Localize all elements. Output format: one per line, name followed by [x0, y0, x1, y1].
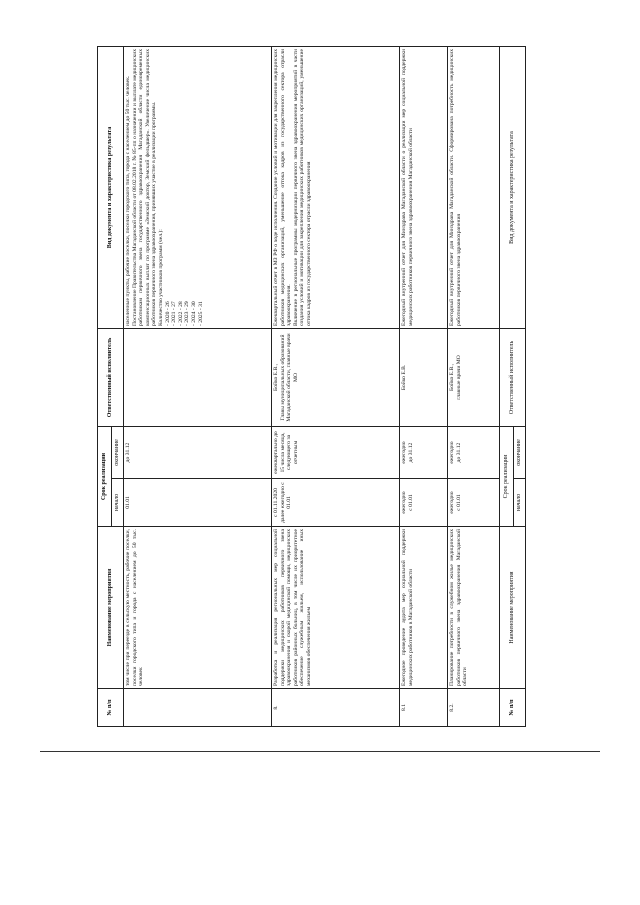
rotated-table-container	[97, 47, 557, 727]
footer-header-resp: Ответственный исполнитель	[500, 328, 526, 426]
row-num: 8.1	[400, 689, 448, 727]
header-start: начало	[112, 479, 124, 527]
row-result: Ежегодный внутренний отчет для Минздрава Магаданской области о реализации мер социальной поддержки медицинских работников первичного звена здравоохранения Магаданской области	[400, 46, 448, 328]
header-period: Срок реализации	[98, 426, 112, 526]
row-start: с 01.11.2020 далее ежегодно с 01.01	[272, 479, 400, 527]
row-result: населенные пункты, рабочие поселки, поселки городского типа, города с населением до 50 тыс. человек. Постановление Правительства Магаданской области от 08.02.2018 г. № 85-пп о назначении и выплате медицинских работникам первичного звена государственного здравоохранения Магаданской области единовременных компенсационных выплат по программе «Земский доктор, Земский фельдшер». Увеличение числа медицинских работников первичного звена здравоохранения, принявших участие в реализации программы. Количество участников программ (чел.): - 2020 - 26 - 2021 - 27 - 2022 - 28 - 2023 - 29 - 2024 - 30 - 2025 - 31	[124, 46, 272, 328]
footer-header-period: Срок реализации	[500, 426, 514, 526]
footer-header-end: окончание	[514, 426, 526, 478]
row-resp: Бойко Е.В., главные врачи МО	[448, 328, 500, 426]
footer-header-result: Вид документа и характеристика результата	[500, 46, 526, 328]
header-row	[98, 46, 112, 726]
row-name: Планирование потребности в служебном жилье медицинских работников первичного звена здравоохранения Магаданской области	[448, 527, 500, 689]
table-row	[124, 46, 272, 726]
row-num: 8.2.	[448, 689, 500, 727]
row-end: ежегодно до 31.12	[400, 426, 448, 478]
row-num	[124, 689, 272, 727]
row-end: ежегодно до 31.12	[448, 426, 500, 478]
header-resp: Ответственный исполнитель	[98, 328, 124, 426]
repeated-header-row	[500, 46, 514, 726]
row-result: Ежегодный внутренний отчет для Минздрава Магаданской области. Сформирована потребность медицинских работников первичного звена здравоохранения	[448, 46, 500, 328]
header-result: Вид документа и характеристика результата	[98, 46, 124, 328]
row-name: том числе при переезде в сельскую местность, рабочие поселки, поселки городского типа и города с населением до 50 тыс. человек	[124, 527, 272, 689]
row-start: ежегодно с 01.01	[400, 479, 448, 527]
row-resp	[124, 328, 272, 426]
row-start: 01.01	[124, 479, 272, 527]
table-row	[448, 46, 500, 726]
row-num: 8.	[272, 689, 400, 727]
row-resp: Бойко Е.В., Главы муниципальных образований Магаданской области, главные врачи МО	[272, 328, 400, 426]
table-row	[272, 46, 400, 726]
footer-header-num: № п/п	[500, 689, 526, 727]
row-name: Разработка и реализация региональных мер социальной поддержки медицинских работников первичного звена здравоохранения и скорой медицинской помощи, медицинских работников районных больниц, в том числе их приоритетное обеспечение служебным жильем, использование иных механизмов обеспечения жильем	[272, 527, 400, 689]
footer-header-name: Наименование мероприятия	[500, 527, 526, 689]
landscape-sheet	[97, 47, 557, 727]
table-row	[400, 46, 448, 726]
header-num: № п/п	[98, 689, 124, 727]
measures-table	[97, 46, 526, 727]
row-result: Ежеквартальный отчет в МЗ РФ о ходе исполнения. Создание условий и мотивации для закрепления медицинских работников медицинских организаций, уменьшение оттока кадров из государственного сектора отрасли здравоохранения. Включение в региональные программы модернизации первичного звена здравоохранения мероприятий в части создания условий и мотивации для закрепления медицинских работников медицинских организаций, уменьшение оттока кадров из государственного сектора отрасли здравоохранения	[272, 46, 400, 328]
row-end: ежеквартально до 15 числа месяца, следующего за отчетным	[272, 426, 400, 478]
header-name: Наименование мероприятия	[98, 527, 124, 689]
footer-header-start: начало	[514, 479, 526, 527]
header-end: окончание	[112, 426, 124, 478]
page-separator-line	[40, 751, 600, 752]
row-name: Ежегодное проведение аудита мер социальной поддержки медицинских работников в Магаданской области	[400, 527, 448, 689]
row-end: до 31.12	[124, 426, 272, 478]
row-resp: Бойко Е.В.	[400, 328, 448, 426]
row-start: ежегодно с 01.01	[448, 479, 500, 527]
